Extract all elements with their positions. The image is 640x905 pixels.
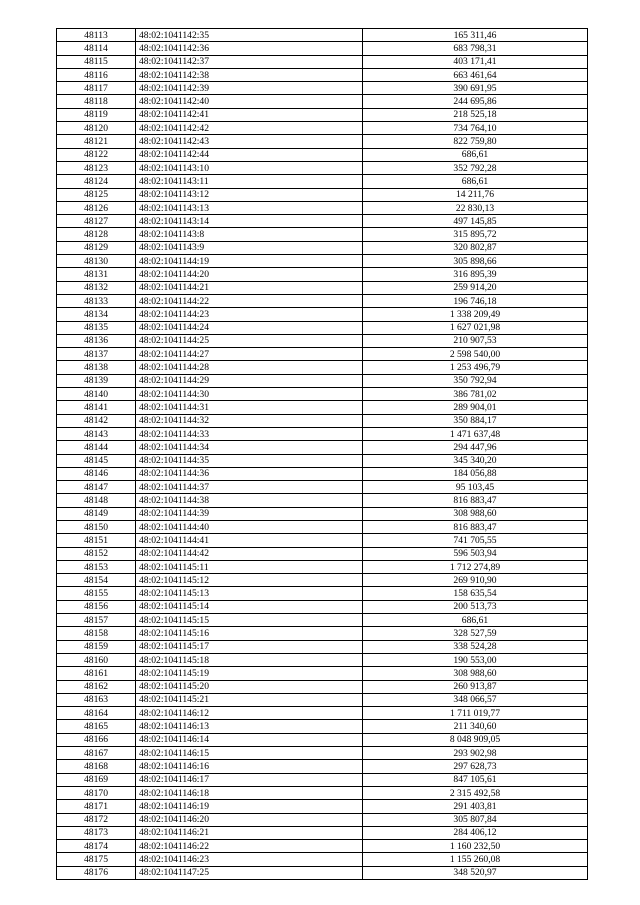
table-row (57, 614, 588, 627)
table-row (57, 826, 588, 839)
table-body (57, 29, 588, 880)
cadastral-number: 48:02:1041144:37 (136, 481, 363, 494)
cadastral-number: 48:02:1041144:41 (136, 534, 363, 547)
row-number: 48150 (57, 520, 136, 533)
row-number: 48122 (57, 148, 136, 161)
cadastral-number: 48:02:1041146:18 (136, 786, 363, 799)
row-number: 48123 (57, 161, 136, 174)
table-row (57, 281, 588, 294)
cadastral-number: 48:02:1041142:42 (136, 122, 363, 135)
row-number: 48156 (57, 600, 136, 613)
row-number: 48147 (57, 481, 136, 494)
row-number: 48121 (57, 135, 136, 148)
cadastral-number: 48:02:1041144:19 (136, 255, 363, 268)
cadastral-number: 48:02:1041145:11 (136, 560, 363, 573)
row-number: 48158 (57, 627, 136, 640)
cadastral-number: 48:02:1041144:20 (136, 268, 363, 281)
cadastral-value: 289 904,01 (363, 401, 588, 414)
table-row (57, 560, 588, 573)
row-number: 48154 (57, 574, 136, 587)
cadastral-number: 48:02:1041143:13 (136, 201, 363, 214)
cadastral-value: 184 056,88 (363, 467, 588, 480)
cadastral-value: 352 792,28 (363, 161, 588, 174)
cadastral-number: 48:02:1041145:15 (136, 614, 363, 627)
table-row (57, 29, 588, 42)
cadastral-value: 218 525,18 (363, 108, 588, 121)
row-number: 48163 (57, 693, 136, 706)
cadastral-number: 48:02:1041146:14 (136, 733, 363, 746)
cadastral-value: 686,61 (363, 614, 588, 627)
cadastral-number: 48:02:1041144:39 (136, 507, 363, 520)
row-number: 48146 (57, 467, 136, 480)
table-row (57, 627, 588, 640)
cadastral-value: 1 627 021,98 (363, 321, 588, 334)
cadastral-number: 48:02:1041144:30 (136, 388, 363, 401)
table-row (57, 42, 588, 55)
row-number: 48151 (57, 534, 136, 547)
cadastral-number: 48:02:1041145:16 (136, 627, 363, 640)
table-row (57, 334, 588, 347)
cadastral-number: 48:02:1041146:16 (136, 760, 363, 773)
table-row (57, 361, 588, 374)
cadastral-value: 1 155 260,08 (363, 853, 588, 866)
row-number: 48175 (57, 853, 136, 866)
table-row (57, 481, 588, 494)
cadastral-value: 244 695,86 (363, 95, 588, 108)
cadastral-value: 741 705,55 (363, 534, 588, 547)
table-row (57, 653, 588, 666)
cadastral-value: 350 884,17 (363, 414, 588, 427)
cadastral-value: 497 145,85 (363, 215, 588, 228)
cadastral-value: 338 524,28 (363, 640, 588, 653)
cadastral-number: 48:02:1041144:21 (136, 281, 363, 294)
cadastral-value: 816 883,47 (363, 520, 588, 533)
cadastral-number: 48:02:1041144:36 (136, 467, 363, 480)
table-row (57, 255, 588, 268)
cadastral-number: 48:02:1041144:27 (136, 348, 363, 361)
row-number: 48153 (57, 560, 136, 573)
cadastral-number: 48:02:1041144:42 (136, 547, 363, 560)
row-number: 48159 (57, 640, 136, 653)
cadastral-value: 210 907,53 (363, 334, 588, 347)
cadastral-value: 822 759,80 (363, 135, 588, 148)
cadastral-value: 350 792,94 (363, 374, 588, 387)
table-row (57, 55, 588, 68)
table-row (57, 401, 588, 414)
row-number: 48164 (57, 707, 136, 720)
cadastral-value: 158 635,54 (363, 587, 588, 600)
table-row (57, 82, 588, 95)
cadastral-number: 48:02:1041146:23 (136, 853, 363, 866)
cadastral-number: 48:02:1041144:22 (136, 294, 363, 307)
table-row (57, 507, 588, 520)
table-row (57, 427, 588, 440)
cadastral-number: 48:02:1041142:38 (136, 68, 363, 81)
cadastral-value: 315 895,72 (363, 228, 588, 241)
table-row (57, 294, 588, 307)
table-row (57, 680, 588, 693)
cadastral-number: 48:02:1041147:25 (136, 866, 363, 879)
cadastral-number: 48:02:1041143:12 (136, 188, 363, 201)
cadastral-value: 683 798,31 (363, 42, 588, 55)
table-row (57, 95, 588, 108)
cadastral-number: 48:02:1041142:43 (136, 135, 363, 148)
cadastral-value: 269 910,90 (363, 574, 588, 587)
row-number: 48131 (57, 268, 136, 281)
cadastral-number: 48:02:1041146:19 (136, 800, 363, 813)
cadastral-value: 305 898,66 (363, 255, 588, 268)
table-row (57, 374, 588, 387)
table-row (57, 693, 588, 706)
cadastral-number: 48:02:1041143:14 (136, 215, 363, 228)
table-row (57, 866, 588, 879)
cadastral-value: 308 988,60 (363, 667, 588, 680)
row-number: 48171 (57, 800, 136, 813)
cadastral-number: 48:02:1041142:41 (136, 108, 363, 121)
cadastral-number: 48:02:1041146:20 (136, 813, 363, 826)
cadastral-number: 48:02:1041145:13 (136, 587, 363, 600)
row-number: 48129 (57, 241, 136, 254)
row-number: 48166 (57, 733, 136, 746)
row-number: 48142 (57, 414, 136, 427)
table-row (57, 388, 588, 401)
table-row (57, 348, 588, 361)
cadastral-value: 260 913,87 (363, 680, 588, 693)
cadastral-number: 48:02:1041143:9 (136, 241, 363, 254)
cadastral-number: 48:02:1041142:44 (136, 148, 363, 161)
cadastral-value: 1 471 637,48 (363, 427, 588, 440)
cadastral-number: 48:02:1041145:21 (136, 693, 363, 706)
cadastral-value-table (56, 28, 588, 880)
cadastral-number: 48:02:1041144:35 (136, 454, 363, 467)
table-row (57, 547, 588, 560)
cadastral-value: 196 746,18 (363, 294, 588, 307)
cadastral-number: 48:02:1041144:23 (136, 308, 363, 321)
table-row (57, 308, 588, 321)
table-row (57, 574, 588, 587)
cadastral-value: 1 253 496,79 (363, 361, 588, 374)
cadastral-value: 165 311,46 (363, 29, 588, 42)
cadastral-number: 48:02:1041146:17 (136, 773, 363, 786)
row-number: 48155 (57, 587, 136, 600)
cadastral-value: 1 160 232,50 (363, 840, 588, 853)
table-row (57, 108, 588, 121)
cadastral-value: 22 830,13 (363, 201, 588, 214)
table-row (57, 161, 588, 174)
cadastral-number: 48:02:1041142:40 (136, 95, 363, 108)
cadastral-value: 1 711 019,77 (363, 707, 588, 720)
table-row (57, 786, 588, 799)
row-number: 48149 (57, 507, 136, 520)
cadastral-value: 328 527,59 (363, 627, 588, 640)
table-row (57, 467, 588, 480)
row-number: 48172 (57, 813, 136, 826)
cadastral-number: 48:02:1041144:31 (136, 401, 363, 414)
cadastral-value: 816 883,47 (363, 494, 588, 507)
cadastral-number: 48:02:1041144:38 (136, 494, 363, 507)
cadastral-value: 663 461,64 (363, 68, 588, 81)
table-row (57, 640, 588, 653)
row-number: 48141 (57, 401, 136, 414)
cadastral-value: 734 764,10 (363, 122, 588, 135)
table-row (57, 175, 588, 188)
row-number: 48174 (57, 840, 136, 853)
cadastral-number: 48:02:1041144:29 (136, 374, 363, 387)
table-row (57, 441, 588, 454)
cadastral-value: 316 895,39 (363, 268, 588, 281)
cadastral-number: 48:02:1041144:33 (136, 427, 363, 440)
cadastral-number: 48:02:1041145:18 (136, 653, 363, 666)
table-row (57, 773, 588, 786)
cadastral-number: 48:02:1041145:14 (136, 600, 363, 613)
cadastral-value: 308 988,60 (363, 507, 588, 520)
table-row (57, 720, 588, 733)
table-row (57, 122, 588, 135)
cadastral-value: 345 340,20 (363, 454, 588, 467)
table-row (57, 853, 588, 866)
cadastral-number: 48:02:1041146:22 (136, 840, 363, 853)
cadastral-number: 48:02:1041142:36 (136, 42, 363, 55)
row-number: 48130 (57, 255, 136, 268)
row-number: 48173 (57, 826, 136, 839)
cadastral-value: 293 902,98 (363, 747, 588, 760)
row-number: 48132 (57, 281, 136, 294)
table-row (57, 321, 588, 334)
cadastral-number: 48:02:1041144:24 (136, 321, 363, 334)
table-row (57, 520, 588, 533)
table-row (57, 414, 588, 427)
table-row (57, 600, 588, 613)
cadastral-number: 48:02:1041142:37 (136, 55, 363, 68)
table-row (57, 228, 588, 241)
cadastral-value: 1 338 209,49 (363, 308, 588, 321)
table-row (57, 268, 588, 281)
row-number: 48117 (57, 82, 136, 95)
table-row (57, 135, 588, 148)
table-row (57, 241, 588, 254)
row-number: 48176 (57, 866, 136, 879)
row-number: 48113 (57, 29, 136, 42)
cadastral-value: 190 553,00 (363, 653, 588, 666)
cadastral-value: 14 211,76 (363, 188, 588, 201)
row-number: 48162 (57, 680, 136, 693)
row-number: 48168 (57, 760, 136, 773)
row-number: 48167 (57, 747, 136, 760)
row-number: 48140 (57, 388, 136, 401)
table-row (57, 494, 588, 507)
row-number: 48145 (57, 454, 136, 467)
cadastral-number: 48:02:1041146:12 (136, 707, 363, 720)
table-row (57, 201, 588, 214)
row-number: 48127 (57, 215, 136, 228)
row-number: 48170 (57, 786, 136, 799)
cadastral-number: 48:02:1041143:10 (136, 161, 363, 174)
row-number: 48114 (57, 42, 136, 55)
row-number: 48148 (57, 494, 136, 507)
cadastral-value: 1 712 274,89 (363, 560, 588, 573)
cadastral-value: 348 066,57 (363, 693, 588, 706)
cadastral-number: 48:02:1041142:35 (136, 29, 363, 42)
row-number: 48157 (57, 614, 136, 627)
cadastral-number: 48:02:1041146:13 (136, 720, 363, 733)
table-row (57, 747, 588, 760)
row-number: 48133 (57, 294, 136, 307)
cadastral-number: 48:02:1041145:17 (136, 640, 363, 653)
cadastral-value: 200 513,73 (363, 600, 588, 613)
cadastral-value: 403 171,41 (363, 55, 588, 68)
cadastral-value: 2 315 492,58 (363, 786, 588, 799)
table-row (57, 707, 588, 720)
row-number: 48143 (57, 427, 136, 440)
row-number: 48139 (57, 374, 136, 387)
cadastral-value: 305 807,84 (363, 813, 588, 826)
cadastral-number: 48:02:1041144:34 (136, 441, 363, 454)
cadastral-value: 297 628,73 (363, 760, 588, 773)
cadastral-value: 847 105,61 (363, 773, 588, 786)
cadastral-value: 596 503,94 (363, 547, 588, 560)
table-row (57, 534, 588, 547)
cadastral-number: 48:02:1041145:20 (136, 680, 363, 693)
row-number: 48169 (57, 773, 136, 786)
cadastral-number: 48:02:1041144:40 (136, 520, 363, 533)
table-row (57, 587, 588, 600)
row-number: 48165 (57, 720, 136, 733)
row-number: 48137 (57, 348, 136, 361)
table-row (57, 188, 588, 201)
cadastral-value: 348 520,97 (363, 866, 588, 879)
row-number: 48126 (57, 201, 136, 214)
cadastral-value: 259 914,20 (363, 281, 588, 294)
row-number: 48124 (57, 175, 136, 188)
cadastral-value: 294 447,96 (363, 441, 588, 454)
cadastral-number: 48:02:1041143:8 (136, 228, 363, 241)
cadastral-number: 48:02:1041145:12 (136, 574, 363, 587)
cadastral-number: 48:02:1041142:39 (136, 82, 363, 95)
row-number: 48152 (57, 547, 136, 560)
row-number: 48160 (57, 653, 136, 666)
cadastral-number: 48:02:1041146:15 (136, 747, 363, 760)
cadastral-value: 8 048 909,05 (363, 733, 588, 746)
row-number: 48128 (57, 228, 136, 241)
table-row (57, 148, 588, 161)
cadastral-number: 48:02:1041145:19 (136, 667, 363, 680)
cadastral-number: 48:02:1041146:21 (136, 826, 363, 839)
cadastral-value: 686,61 (363, 175, 588, 188)
table-row (57, 68, 588, 81)
cadastral-value: 386 781,02 (363, 388, 588, 401)
row-number: 48135 (57, 321, 136, 334)
table-row (57, 800, 588, 813)
row-number: 48125 (57, 188, 136, 201)
row-number: 48136 (57, 334, 136, 347)
table-row (57, 840, 588, 853)
row-number: 48161 (57, 667, 136, 680)
cadastral-value: 284 406,12 (363, 826, 588, 839)
cadastral-value: 95 103,45 (363, 481, 588, 494)
cadastral-number: 48:02:1041144:25 (136, 334, 363, 347)
row-number: 48134 (57, 308, 136, 321)
cadastral-value: 686,61 (363, 148, 588, 161)
cadastral-number: 48:02:1041144:28 (136, 361, 363, 374)
cadastral-number: 48:02:1041143:11 (136, 175, 363, 188)
row-number: 48144 (57, 441, 136, 454)
row-number: 48119 (57, 108, 136, 121)
table-row (57, 667, 588, 680)
cadastral-value: 390 691,95 (363, 82, 588, 95)
table-row (57, 215, 588, 228)
cadastral-value: 320 802,87 (363, 241, 588, 254)
cadastral-number: 48:02:1041144:32 (136, 414, 363, 427)
row-number: 48120 (57, 122, 136, 135)
row-number: 48118 (57, 95, 136, 108)
table-row (57, 454, 588, 467)
cadastral-value: 2 598 540,00 (363, 348, 588, 361)
row-number: 48138 (57, 361, 136, 374)
row-number: 48116 (57, 68, 136, 81)
cadastral-value: 291 403,81 (363, 800, 588, 813)
cadastral-value: 211 340,60 (363, 720, 588, 733)
table-row (57, 813, 588, 826)
table-row (57, 733, 588, 746)
row-number: 48115 (57, 55, 136, 68)
table-row (57, 760, 588, 773)
